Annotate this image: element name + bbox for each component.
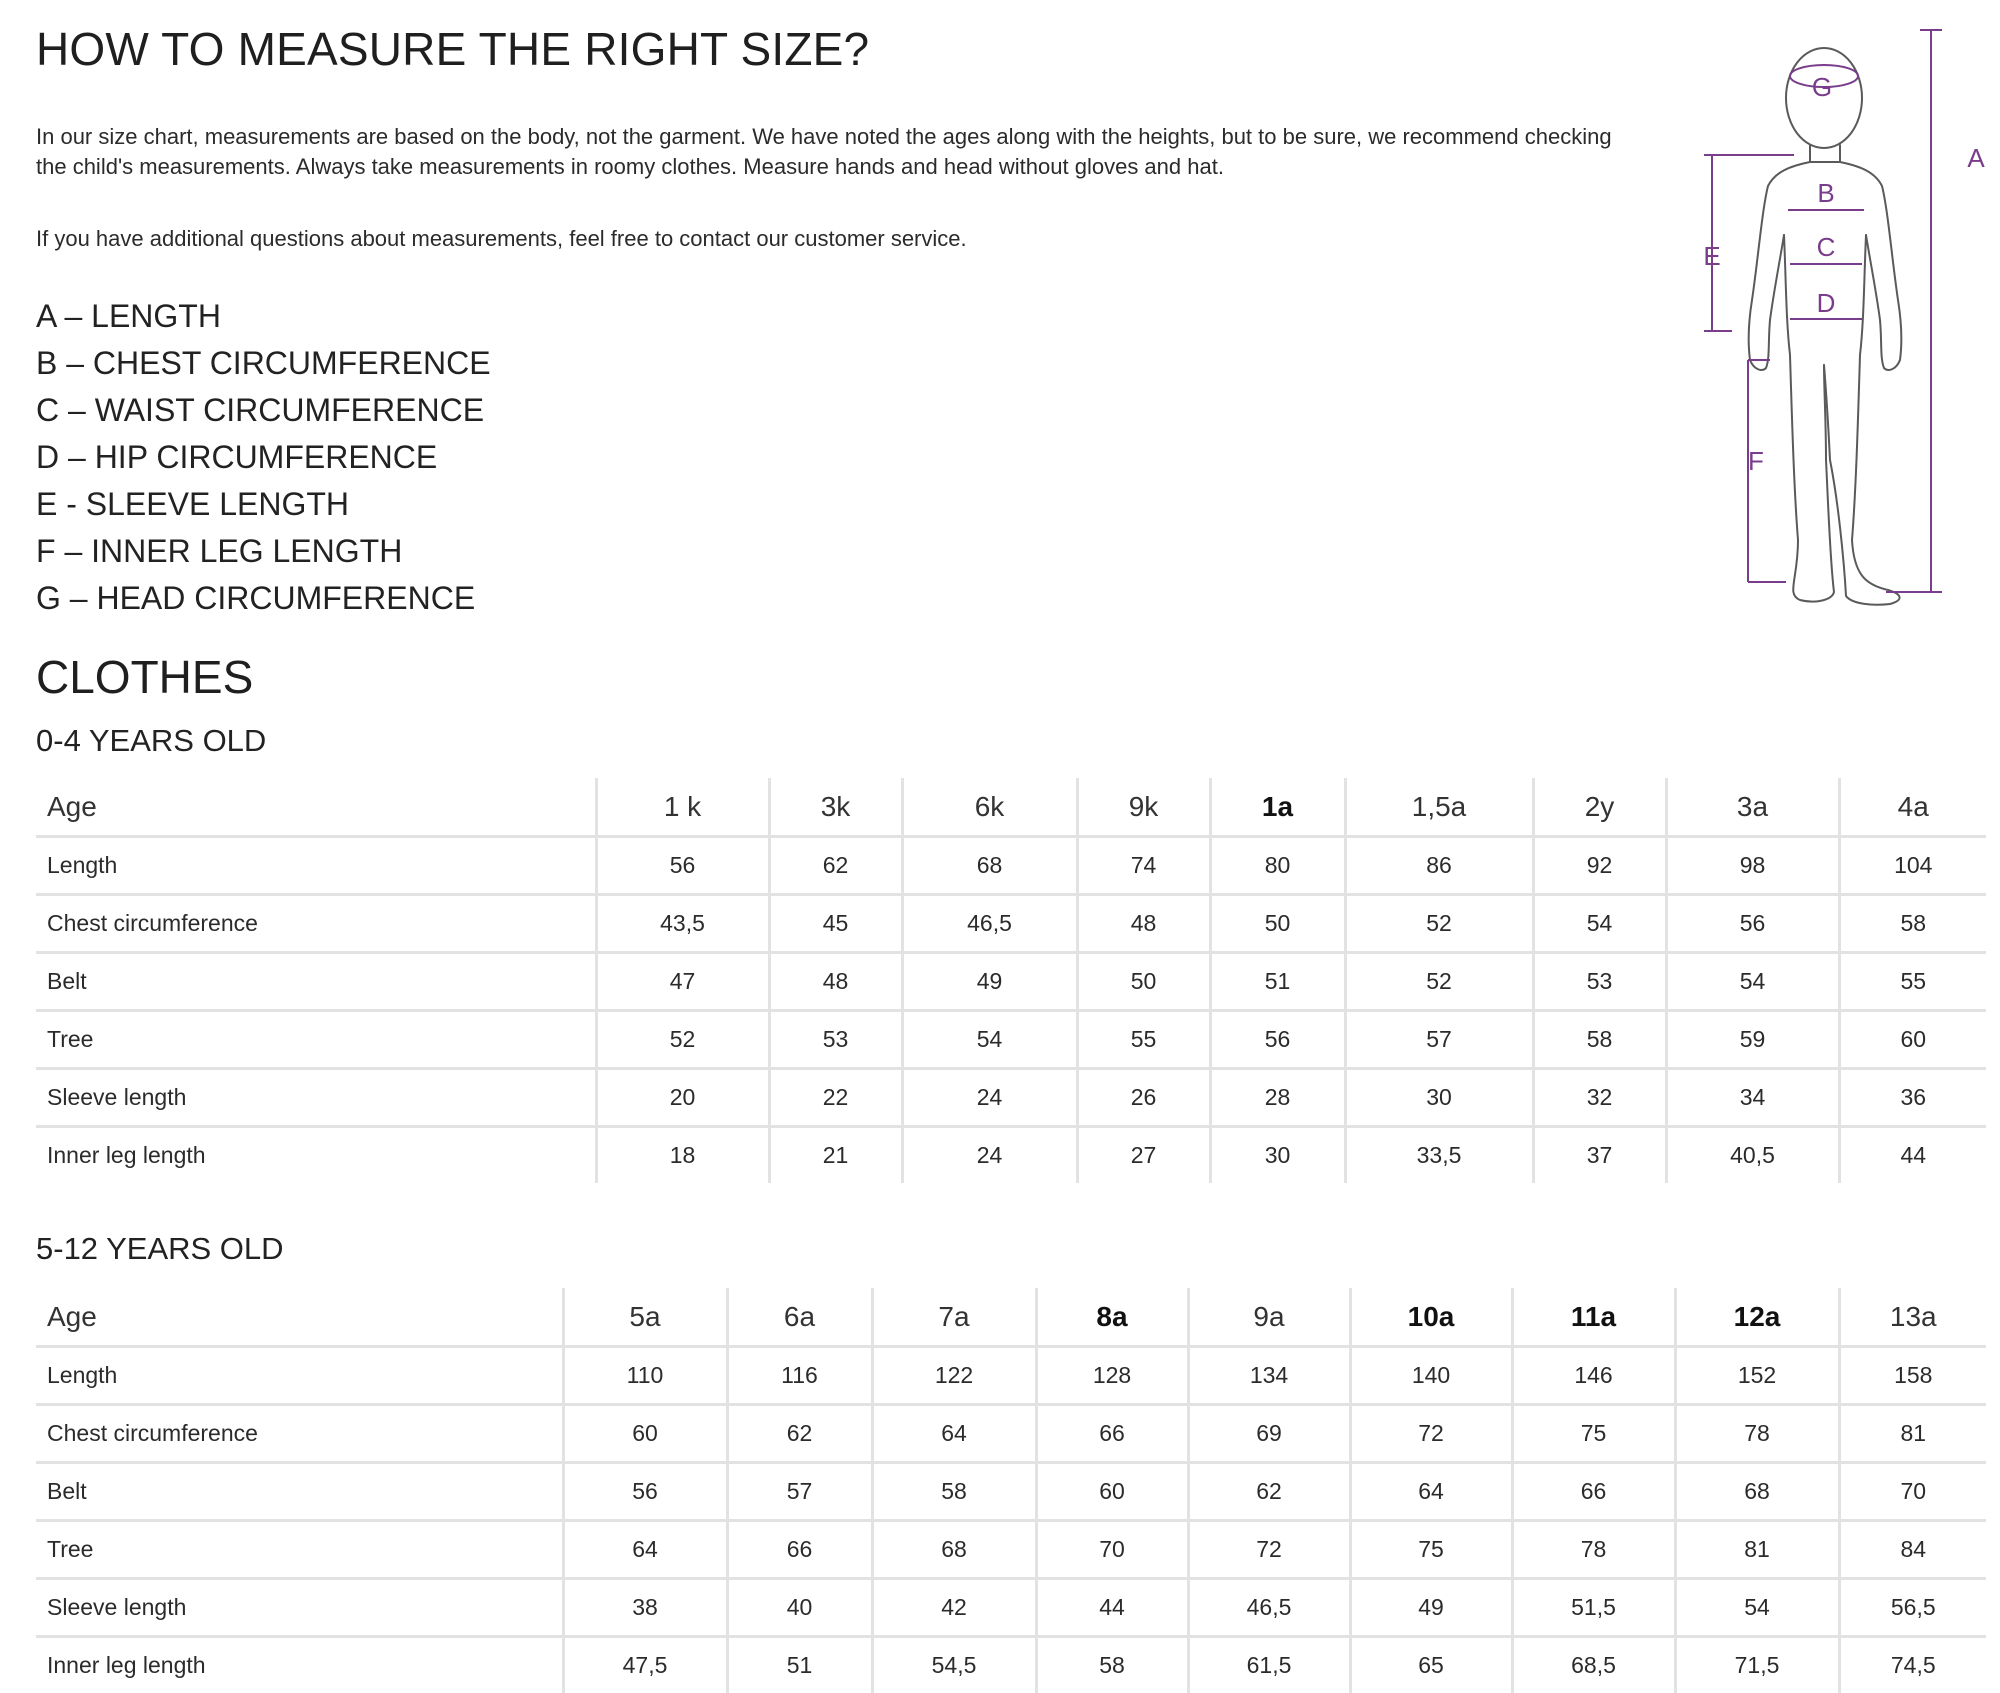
- table-cell: 21: [769, 1127, 902, 1184]
- table-cell: 140: [1350, 1347, 1512, 1405]
- header-cell-age: Age: [36, 1288, 563, 1347]
- table-cell: 46,5: [902, 895, 1077, 953]
- table-cell: 98: [1666, 837, 1839, 895]
- table-cell: 46,5: [1188, 1579, 1350, 1637]
- table-cell: 116: [727, 1347, 872, 1405]
- table-cell: 18: [596, 1127, 769, 1184]
- table-cell: 56: [1666, 895, 1839, 953]
- table-cell: 68: [1675, 1463, 1839, 1521]
- table-cell: 58: [872, 1463, 1036, 1521]
- row-label: Belt: [36, 953, 596, 1011]
- table-cell: 26: [1077, 1069, 1210, 1127]
- table-cell: 49: [1350, 1579, 1512, 1637]
- table-cell: 74: [1077, 837, 1210, 895]
- table-cell: 66: [1512, 1463, 1675, 1521]
- table-row: [36, 1347, 1986, 1405]
- contact-paragraph: If you have additional questions about measurements, feel free to contact our customer service.: [36, 224, 1636, 254]
- table-cell: 51,5: [1512, 1579, 1675, 1637]
- row-label: Length: [36, 837, 596, 895]
- table-cell: 54: [902, 1011, 1077, 1069]
- table-cell: 45: [769, 895, 902, 953]
- table-cell: 56,5: [1839, 1579, 1986, 1637]
- child-body-measurement-figure: [1690, 20, 1990, 620]
- table-cell: 57: [1345, 1011, 1533, 1069]
- table-row: [36, 1463, 1986, 1521]
- table-cell: 58: [1036, 1637, 1188, 1693]
- table-cell: 122: [872, 1347, 1036, 1405]
- table-cell: 58: [1839, 895, 1986, 953]
- table-cell: 62: [769, 837, 902, 895]
- table-cell: 75: [1512, 1405, 1675, 1463]
- table-cell: 42: [872, 1579, 1036, 1637]
- table-cell: 64: [563, 1521, 727, 1579]
- table-cell: 40,5: [1666, 1127, 1839, 1184]
- header-cell-size: 11a: [1512, 1288, 1675, 1347]
- row-label: Tree: [36, 1011, 596, 1069]
- table-cell: 84: [1839, 1521, 1986, 1579]
- size-table-0-4-years: [36, 778, 1986, 1183]
- section-title-clothes: CLOTHES: [36, 650, 253, 704]
- table-cell: 86: [1345, 837, 1533, 895]
- table-cell: 51: [1210, 953, 1345, 1011]
- page-title: HOW TO MEASURE THE RIGHT SIZE?: [36, 22, 869, 76]
- row-label: Length: [36, 1347, 563, 1405]
- table-cell: 78: [1675, 1405, 1839, 1463]
- table-cell: 61,5: [1188, 1637, 1350, 1693]
- legend-item-g: G – HEAD CIRCUMFERENCE: [36, 575, 491, 622]
- legend-item-c: C – WAIST CIRCUMFERENCE: [36, 387, 491, 434]
- header-cell-size: 12a: [1675, 1288, 1839, 1347]
- table-cell: 49: [902, 953, 1077, 1011]
- header-cell-size: 9k: [1077, 778, 1210, 837]
- table-cell: 24: [902, 1127, 1077, 1184]
- intro-text: [36, 122, 1636, 254]
- header-cell-size: 13a: [1839, 1288, 1986, 1347]
- table-cell: 56: [563, 1463, 727, 1521]
- legend-item-b: B – CHEST CIRCUMFERENCE: [36, 340, 491, 387]
- measurement-legend: [36, 293, 491, 622]
- table-cell: 81: [1675, 1521, 1839, 1579]
- table-cell: 72: [1350, 1405, 1512, 1463]
- table-cell: 44: [1036, 1579, 1188, 1637]
- table-cell: 71,5: [1675, 1637, 1839, 1693]
- size-table-5-12-years: [36, 1288, 1986, 1693]
- table-cell: 81: [1839, 1405, 1986, 1463]
- row-label: Sleeve length: [36, 1069, 596, 1127]
- table-cell: 34: [1666, 1069, 1839, 1127]
- table-cell: 51: [727, 1637, 872, 1693]
- label-e: E: [1703, 241, 1720, 271]
- table-cell: 56: [596, 837, 769, 895]
- table-cell: 30: [1210, 1127, 1345, 1184]
- table-cell: 66: [727, 1521, 872, 1579]
- header-cell-size: 9a: [1188, 1288, 1350, 1347]
- label-a: A: [1967, 143, 1985, 173]
- table-cell: 48: [1077, 895, 1210, 953]
- header-cell-size: 1a: [1210, 778, 1345, 837]
- legend-item-f: F – INNER LEG LENGTH: [36, 528, 491, 575]
- table-cell: 59: [1666, 1011, 1839, 1069]
- table-title-5-12: 5-12 YEARS OLD: [36, 1231, 284, 1267]
- table-cell: 60: [1036, 1463, 1188, 1521]
- legend-item-d: D – HIP CIRCUMFERENCE: [36, 434, 491, 481]
- table-cell: 134: [1188, 1347, 1350, 1405]
- table-cell: 66: [1036, 1405, 1188, 1463]
- label-c: C: [1817, 232, 1836, 262]
- row-label: Belt: [36, 1463, 563, 1521]
- label-g: G: [1812, 72, 1832, 102]
- table-cell: 47: [596, 953, 769, 1011]
- table-cell: 158: [1839, 1347, 1986, 1405]
- table-cell: 53: [1533, 953, 1666, 1011]
- table-cell: 68,5: [1512, 1637, 1675, 1693]
- header-cell-size: 3k: [769, 778, 902, 837]
- table-title-0-4: 0-4 YEARS OLD: [36, 723, 266, 759]
- table-cell: 20: [596, 1069, 769, 1127]
- label-f: F: [1748, 446, 1764, 476]
- header-cell-size: 7a: [872, 1288, 1036, 1347]
- table-cell: 32: [1533, 1069, 1666, 1127]
- table-cell: 72: [1188, 1521, 1350, 1579]
- table-cell: 70: [1839, 1463, 1986, 1521]
- header-cell-size: 8a: [1036, 1288, 1188, 1347]
- table-cell: 70: [1036, 1521, 1188, 1579]
- table-cell: 74,5: [1839, 1637, 1986, 1693]
- table-cell: 28: [1210, 1069, 1345, 1127]
- table-cell: 30: [1345, 1069, 1533, 1127]
- label-d: D: [1817, 288, 1836, 318]
- table-cell: 128: [1036, 1347, 1188, 1405]
- table-cell: 50: [1077, 953, 1210, 1011]
- row-label: Chest circumference: [36, 1405, 563, 1463]
- header-cell-size: 6k: [902, 778, 1077, 837]
- table-cell: 152: [1675, 1347, 1839, 1405]
- table-cell: 146: [1512, 1347, 1675, 1405]
- table-cell: 36: [1839, 1069, 1986, 1127]
- table-row: [36, 1521, 1986, 1579]
- table-cell: 50: [1210, 895, 1345, 953]
- header-cell-size: 3a: [1666, 778, 1839, 837]
- table-row: [36, 895, 1986, 953]
- table-cell: 69: [1188, 1405, 1350, 1463]
- table-cell: 57: [727, 1463, 872, 1521]
- table-cell: 52: [596, 1011, 769, 1069]
- header-cell-size: 5a: [563, 1288, 727, 1347]
- table-cell: 64: [872, 1405, 1036, 1463]
- legend-item-e: E - SLEEVE LENGTH: [36, 481, 491, 528]
- table-cell: 52: [1345, 895, 1533, 953]
- table-cell: 56: [1210, 1011, 1345, 1069]
- table-cell: 110: [563, 1347, 727, 1405]
- row-label: Inner leg length: [36, 1127, 596, 1184]
- label-b: B: [1817, 178, 1834, 208]
- table-cell: 48: [769, 953, 902, 1011]
- table-cell: 78: [1512, 1521, 1675, 1579]
- table-cell: 68: [872, 1521, 1036, 1579]
- table-row: [36, 1637, 1986, 1693]
- intro-paragraph: In our size chart, measurements are based on the body, not the garment. We have noted the ages along with the heights, but to be sure, we recommend checking the child's measurements. Always take measurements in roomy clothes. Measure hands and head without gloves and hat.: [36, 122, 1636, 182]
- header-cell-size: 2y: [1533, 778, 1666, 837]
- legend-item-a: A – LENGTH: [36, 293, 491, 340]
- table-cell: 64: [1350, 1463, 1512, 1521]
- table-cell: 104: [1839, 837, 1986, 895]
- header-cell-age: Age: [36, 778, 596, 837]
- table-cell: 54,5: [872, 1637, 1036, 1693]
- table-row: [36, 1011, 1986, 1069]
- header-cell-size: 10a: [1350, 1288, 1512, 1347]
- table-cell: 53: [769, 1011, 902, 1069]
- table-cell: 40: [727, 1579, 872, 1637]
- table-cell: 54: [1533, 895, 1666, 953]
- table-cell: 33,5: [1345, 1127, 1533, 1184]
- table-cell: 27: [1077, 1127, 1210, 1184]
- child-outline: [1749, 48, 1902, 605]
- table-row: [36, 1069, 1986, 1127]
- table-cell: 54: [1666, 953, 1839, 1011]
- table-cell: 55: [1077, 1011, 1210, 1069]
- table-cell: 60: [563, 1405, 727, 1463]
- table-cell: 65: [1350, 1637, 1512, 1693]
- table-cell: 44: [1839, 1127, 1986, 1184]
- table-cell: 22: [769, 1069, 902, 1127]
- table-cell: 43,5: [596, 895, 769, 953]
- table-cell: 80: [1210, 837, 1345, 895]
- table-cell: 37: [1533, 1127, 1666, 1184]
- row-label: Chest circumference: [36, 895, 596, 953]
- header-cell-size: 6a: [727, 1288, 872, 1347]
- table-cell: 24: [902, 1069, 1077, 1127]
- table-row: [36, 1579, 1986, 1637]
- table-row: [36, 1405, 1986, 1463]
- table-cell: 54: [1675, 1579, 1839, 1637]
- table-header-row: [36, 1288, 1986, 1347]
- table-cell: 92: [1533, 837, 1666, 895]
- table-cell: 55: [1839, 953, 1986, 1011]
- table-cell: 52: [1345, 953, 1533, 1011]
- table-cell: 62: [727, 1405, 872, 1463]
- row-label: Sleeve length: [36, 1579, 563, 1637]
- table-cell: 62: [1188, 1463, 1350, 1521]
- measurement-labels: [1703, 72, 1985, 476]
- table-cell: 58: [1533, 1011, 1666, 1069]
- row-label: Tree: [36, 1521, 563, 1579]
- header-cell-size: 1,5a: [1345, 778, 1533, 837]
- table-cell: 75: [1350, 1521, 1512, 1579]
- table-row: [36, 1127, 1986, 1184]
- header-cell-size: 1 k: [596, 778, 769, 837]
- table-row: [36, 837, 1986, 895]
- row-label: Inner leg length: [36, 1637, 563, 1693]
- table-cell: 47,5: [563, 1637, 727, 1693]
- table-cell: 60: [1839, 1011, 1986, 1069]
- header-cell-size: 4a: [1839, 778, 1986, 837]
- table-cell: 38: [563, 1579, 727, 1637]
- table-cell: 68: [902, 837, 1077, 895]
- table-header-row: [36, 778, 1986, 837]
- table-row: [36, 953, 1986, 1011]
